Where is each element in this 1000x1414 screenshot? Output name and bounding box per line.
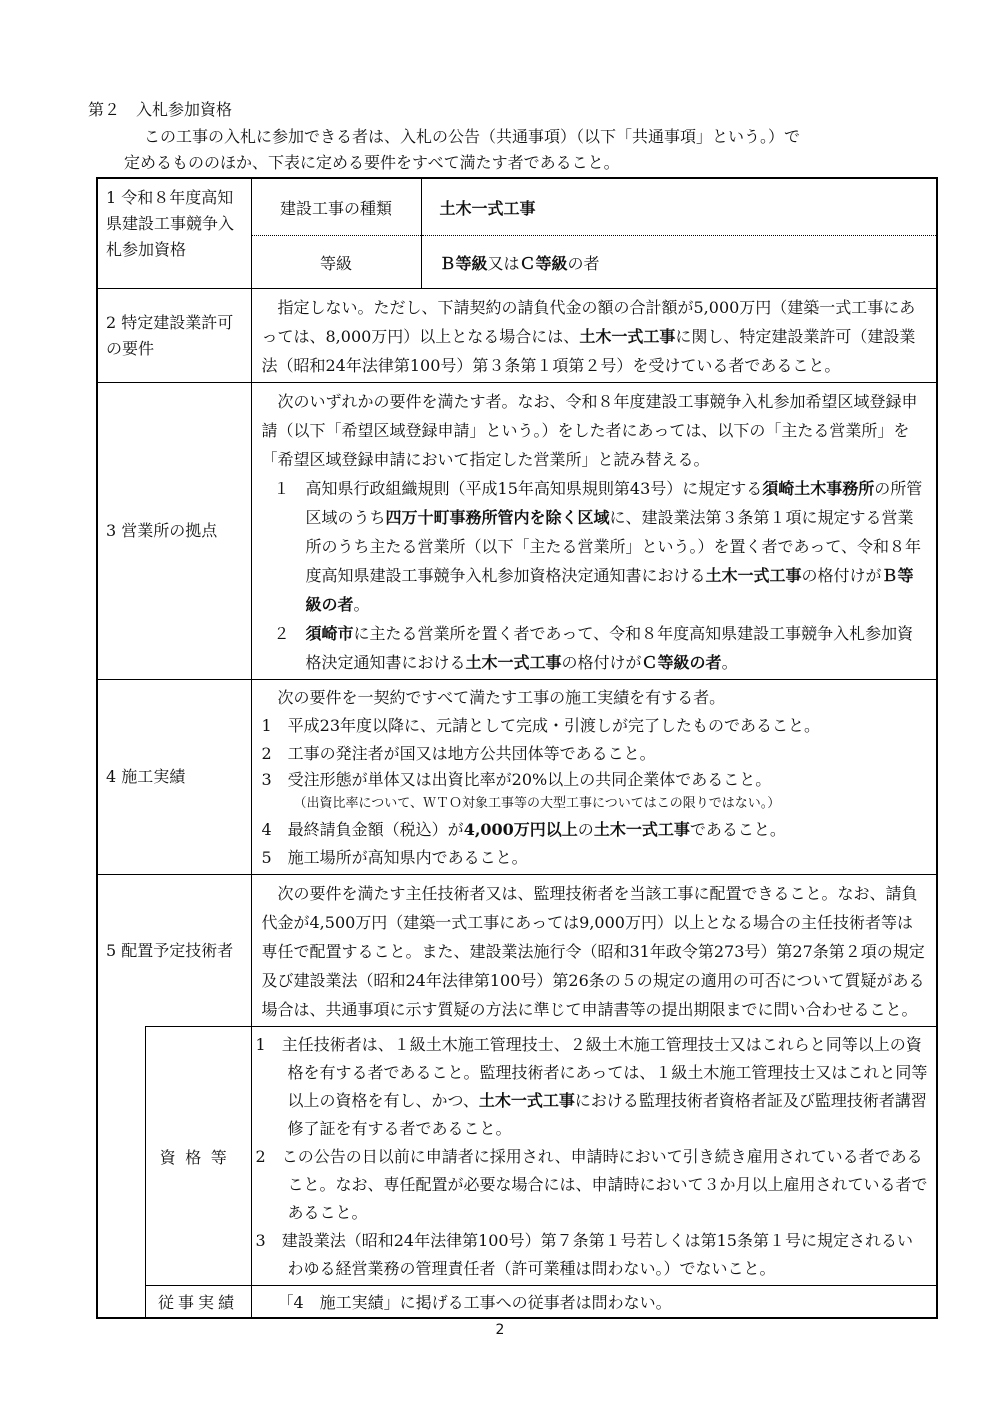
row-3-body: [251, 383, 937, 680]
grade-c: Ｃ等級: [519, 253, 568, 273]
experience-value: 「4 施工実績」に掲げる工事への従事者は問わない。: [251, 1286, 937, 1318]
q-item-2-num: 2: [255, 1147, 266, 1166]
grade-b: Ｂ等級: [439, 253, 488, 273]
q1-b: 土木一式工事: [478, 1091, 575, 1110]
row-5-spacer: [97, 1027, 145, 1318]
r4-i4-e: であること。: [689, 820, 786, 839]
row-construction-record: [97, 680, 937, 875]
qualification-body: [251, 1027, 937, 1286]
q-item-3: [255, 1227, 929, 1283]
row-2-body: [251, 289, 937, 383]
page-number: 2: [495, 1322, 505, 1338]
r4-i4-a: 4 最終請負金額（税込）が: [261, 820, 464, 839]
row-1-label: 1 令和８年度高知県建設工事競争入札参加資格: [97, 178, 251, 289]
r4-item-3-note: （出資比率について、ＷＴＯ対象工事等の大型工事についてはこの限りではない。）: [293, 796, 781, 811]
row-experience: [97, 1286, 937, 1318]
construction-type-label: 建設工事の種類: [251, 178, 421, 236]
row-2-label: 2 特定建設業許可の要件: [97, 289, 251, 383]
r3-intro: 次のいずれかの要件を満たす者。なお、令和８年度建設工事競争入札参加希望区域登録申請（以下「希望区域登録申請」という。）をした者にあっては、以下の「主たる営業所」を「希望区域登録申請において指定した営業所」と読み替える。: [261, 392, 918, 469]
q2-text: この公告の日以前に申請者に採用され、申請時において引き続き雇用されている者であること。なお、専任配置が必要な場合には、申請時において３か月以上雇用されている者であること。: [281, 1147, 928, 1222]
grade-end: の者: [567, 253, 600, 273]
r3-i1-i: 。: [353, 595, 370, 614]
intro-line-2: 定めるもののほか、下表に定める要件をすべて満たす者であること。: [124, 153, 620, 172]
r3-i2-c: 土木一式工事: [465, 653, 562, 672]
r3-i2-d: の格付けが: [561, 653, 642, 672]
intro-line-1: この工事の入札に参加できる者は、入札の公告（共通事項）（以下「共通事項」という。）で: [144, 127, 801, 146]
intro-paragraph: [124, 124, 924, 176]
row-qualification: [97, 1027, 937, 1286]
r3-item-1-num: １: [273, 479, 290, 498]
r3-i1-a: 高知県行政組織規則（平成15年高知県規則第43号）に規定する: [305, 479, 763, 498]
r3-i2-b: に主たる営業所を置く者であって、令和８年度高知県建設工事競争入札参加資格決定通知書における: [305, 624, 914, 672]
r4-item-5: 5 施工場所が高知県内であること。: [261, 848, 528, 867]
row-5-body: 次の要件を満たす主任技術者又は、監理技術者を当該工事に配置できること。なお、請負代金が4,500万円（建築一式工事にあっては9,000万円）以上となる場合の主任技術者等は専任で配置すること。また、建設業法施行令（昭和31年政令第273号）第27条第２項の規定及び建設業法（昭和24年法律第100号）第26条の５の規定の適用の可否について質疑がある場合は、共通事項に示す質疑の方法に準じて申請書等の提出期限までに問い合わせること。: [251, 875, 937, 1027]
row-4-body: [251, 680, 937, 875]
r4-item-3: 3 受注形態が単体又は出資比率が20%以上の共同企業体であること。: [261, 770, 772, 789]
r4-i4-d: 土木一式工事: [593, 820, 690, 839]
r3-i1-g: の格付けが: [801, 566, 882, 585]
r3-item-1: [262, 474, 929, 619]
r3-i2-e: Ｃ等級の者: [641, 653, 722, 672]
r3-i2-f: 。: [721, 653, 738, 672]
r3-i1-d: 四万十町事務所管内を除く区域: [385, 508, 610, 527]
construction-type-text: 土木一式工事: [439, 198, 536, 218]
r4-i4-b: 4,000万円以上: [463, 820, 578, 839]
r3-i1-h: Ｂ等級の者: [305, 566, 914, 614]
qualification-label: 資格等: [145, 1027, 251, 1286]
r3-item-2: [262, 619, 929, 677]
requirements-table: [96, 177, 938, 1319]
row-5-label: 5 配置予定技術者: [97, 875, 251, 1027]
q-item-1-num: 1: [255, 1035, 266, 1054]
r3-i1-e: に、建設業法第３条第１項に規定する営業所のうち主たる営業所（以下「主たる営業所」という。）を置く者であって、令和８年度高知県建設工事競争入札参加資格決定通知書における: [305, 508, 922, 585]
q-item-2: [255, 1143, 929, 1227]
r3-i1-f: 土木一式工事: [705, 566, 802, 585]
row-assigned-engineer: [97, 875, 937, 1027]
r4-item-1: 1 平成23年度以降に、元請として完成・引渡しが完了したものであること。: [261, 716, 821, 735]
r4-item-4: [262, 816, 929, 844]
row-specific-license: [97, 289, 937, 383]
r4-intro: 次の要件を一契約ですべて満たす工事の施工実績を有する者。: [277, 688, 726, 707]
r2-text-b: 土木一式工事: [579, 327, 676, 346]
r4-item-2: 2 工事の発注者が国又は地方公共団体等であること。: [261, 744, 656, 763]
q-item-3-num: 3: [255, 1231, 266, 1250]
r2-text-a: 指定しない。ただし、下請契約の請負代金の額の合計額が5,000万円（建築一式工事にあっては、8,000万円）以上となる場合には、: [261, 298, 916, 346]
r2-text-c: に関し、特定建設業許可（建設業法（昭和24年法律第100号）第３条第１項第２号）を受けている者であること。: [261, 327, 916, 375]
row-4-label: 4 施工実績: [97, 680, 251, 875]
r4-i4-c: の: [577, 820, 594, 839]
q1-c: における監理技術者資格者証及び監理技術者講習修了証を有する者であること。: [287, 1091, 927, 1138]
q1-a: 主任技術者は、１級土木施工管理技士、２級土木施工管理技士又はこれらと同等以上の資格を有する者であること。監理技術者にあっては、１級土木施工管理技士又はこれと同等以上の資格を有し、かつ、: [281, 1035, 928, 1110]
r3-i1-b: 須崎土木事務所: [762, 479, 875, 498]
row-office-location: [97, 383, 937, 680]
r3-item-2-num: ２: [273, 624, 290, 643]
section-heading: 第２ 入札参加資格: [88, 100, 233, 119]
row-3-label: 3 営業所の拠点: [97, 383, 251, 680]
q3-text: 建設業法（昭和24年法律第100号）第７条第１号若しくは第15条第１号に規定されるいわゆる経営業務の管理責任者（許可業種は問わない。）でないこと。: [281, 1231, 913, 1278]
row-competition-qualification: [97, 178, 937, 236]
q-item-1: [255, 1031, 929, 1143]
experience-label: 従事実績: [145, 1286, 251, 1318]
construction-type-value: [421, 178, 937, 236]
grade-value: [421, 236, 937, 289]
grade-or: 又は: [487, 253, 520, 273]
r3-i1-c: の所管区域のうち: [305, 479, 923, 527]
r3-i2-a: 須崎市: [305, 624, 354, 643]
grade-label: 等級: [251, 236, 421, 289]
